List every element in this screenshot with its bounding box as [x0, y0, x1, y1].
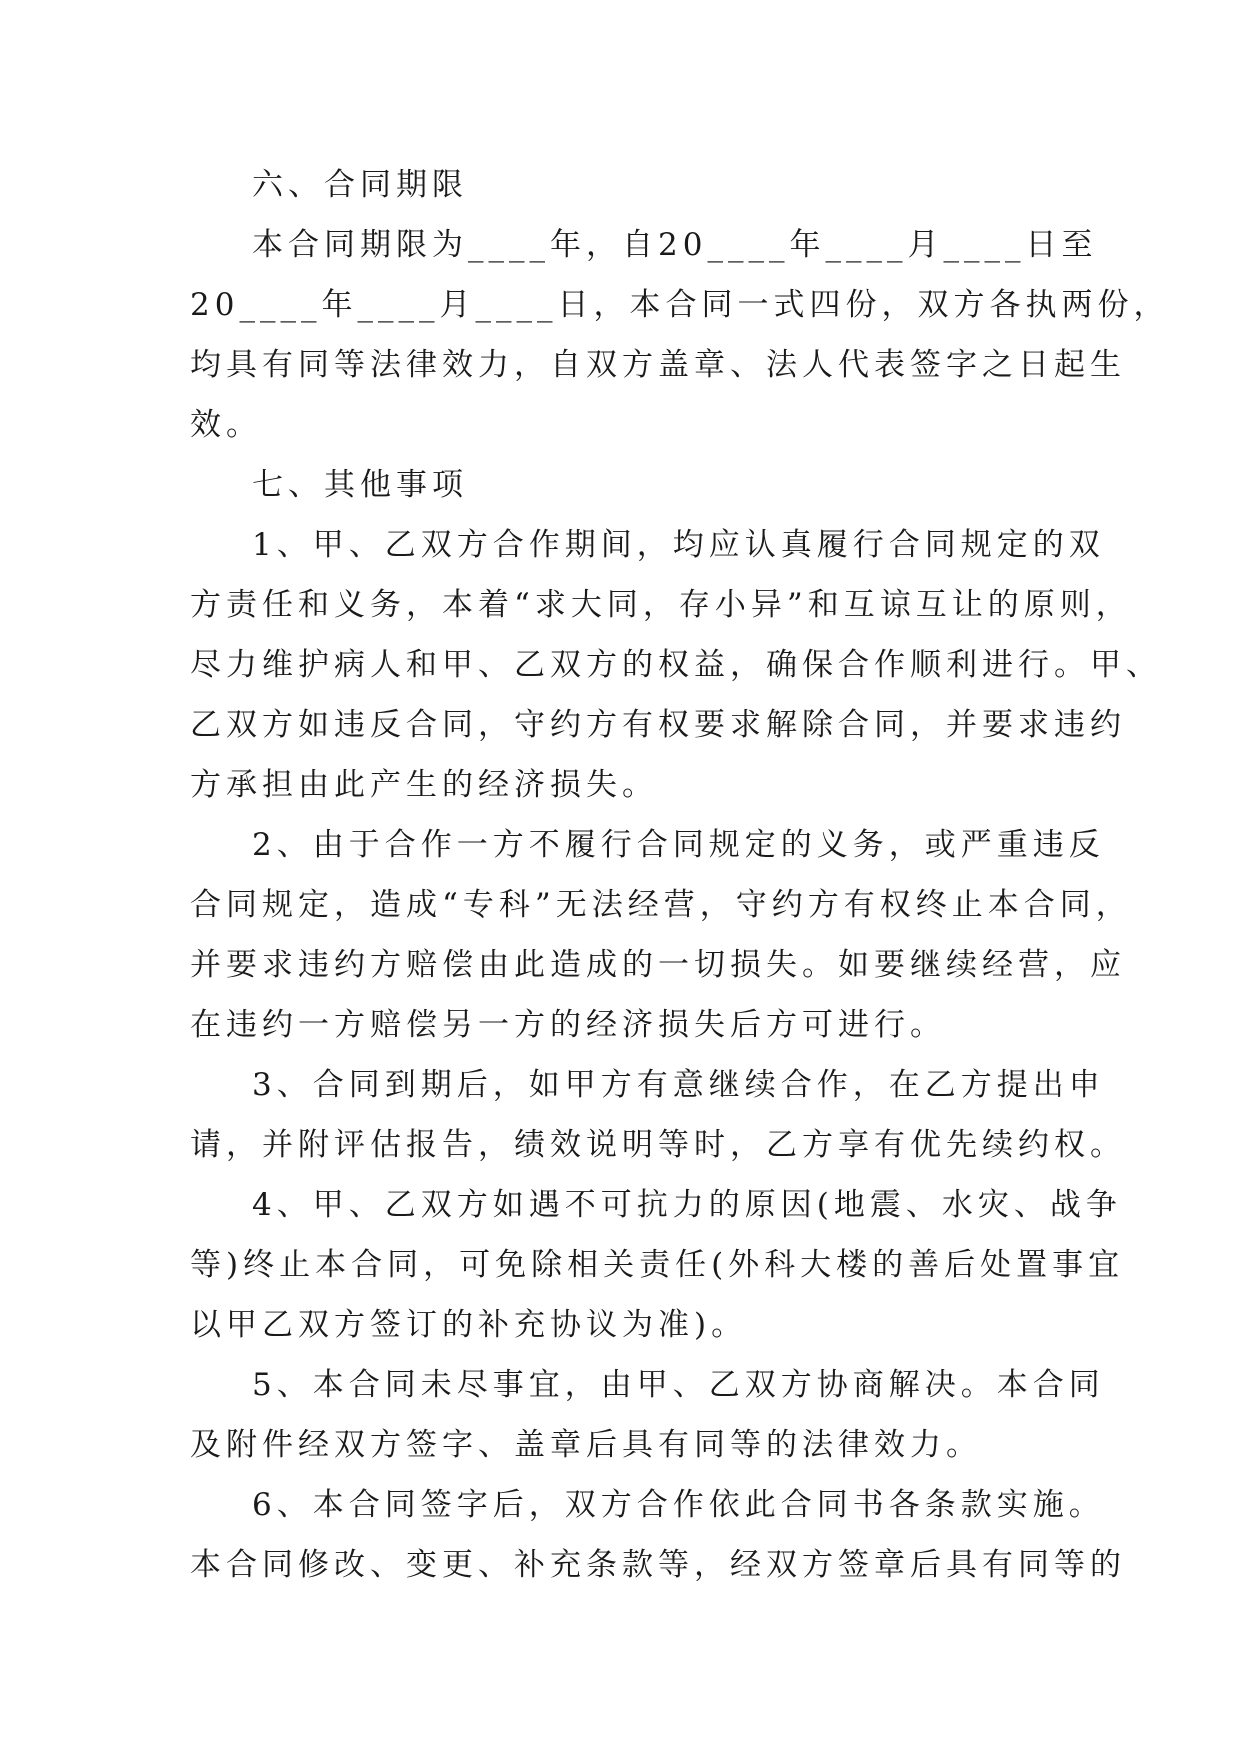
- text-line: 尽力维护病人和甲、乙双方的权益，确保合作顺利进行。甲、: [190, 647, 1162, 683]
- text-line: 方承担由此产生的经济损失。: [190, 767, 658, 803]
- text-line: 并要求违约方赔偿由此造成的一切损失。如要继续经营，应: [190, 947, 1126, 983]
- text-line: 20____年____月____日，本合同一式四份，双方各执两份，: [190, 287, 1170, 323]
- text-line: 方责任和义务，本着“求大同，存小异”和互谅互让的原则，: [190, 587, 1132, 623]
- text-line: 本合同修改、变更、补充条款等，经双方签章后具有同等的: [190, 1547, 1126, 1583]
- text-line: 乙双方如违反合同，守约方有权要求解除合同，并要求违约: [190, 707, 1126, 743]
- section-heading-six: 六、合同期限: [252, 167, 468, 203]
- text-line: 2、由于合作一方不履行合同规定的义务，或严重违反: [252, 827, 1105, 863]
- section-heading-seven: 七、其他事项: [252, 467, 468, 503]
- text-line: 效。: [190, 407, 262, 443]
- text-line: 均具有同等法律效力，自双方盖章、法人代表签字之日起生: [190, 347, 1126, 383]
- text-line: 在违约一方赔偿另一方的经济损失后方可进行。: [190, 1007, 946, 1043]
- text-line: 4、甲、乙双方如遇不可抗力的原因(地震、水灾、战争: [252, 1187, 1122, 1223]
- text-line: 以甲乙双方签订的补充协议为准)。: [190, 1307, 748, 1343]
- text-line: 请，并附评估报告，绩效说明等时，乙方享有优先续约权。: [190, 1127, 1126, 1163]
- text-line: 及附件经双方签字、盖章后具有同等的法律效力。: [190, 1427, 982, 1463]
- text-line: 等)终止本合同，可免除相关责任(外科大楼的善后处置事宜: [190, 1247, 1125, 1283]
- text-line: 3、合同到期后，如甲方有意继续合作，在乙方提出申: [252, 1067, 1105, 1103]
- text-line: 合同规定，造成“专科”无法经营，守约方有权终止本合同，: [190, 887, 1132, 923]
- text-line: 1、甲、乙双方合作期间，均应认真履行合同规定的双: [252, 527, 1105, 563]
- text-line: 本合同期限为____年，自20____年____月____日至: [252, 227, 1098, 263]
- text-line: 5、本合同未尽事宜，由甲、乙双方协商解决。本合同: [252, 1367, 1105, 1403]
- text-line: 6、本合同签字后，双方合作依此合同书各条款实施。: [252, 1487, 1105, 1523]
